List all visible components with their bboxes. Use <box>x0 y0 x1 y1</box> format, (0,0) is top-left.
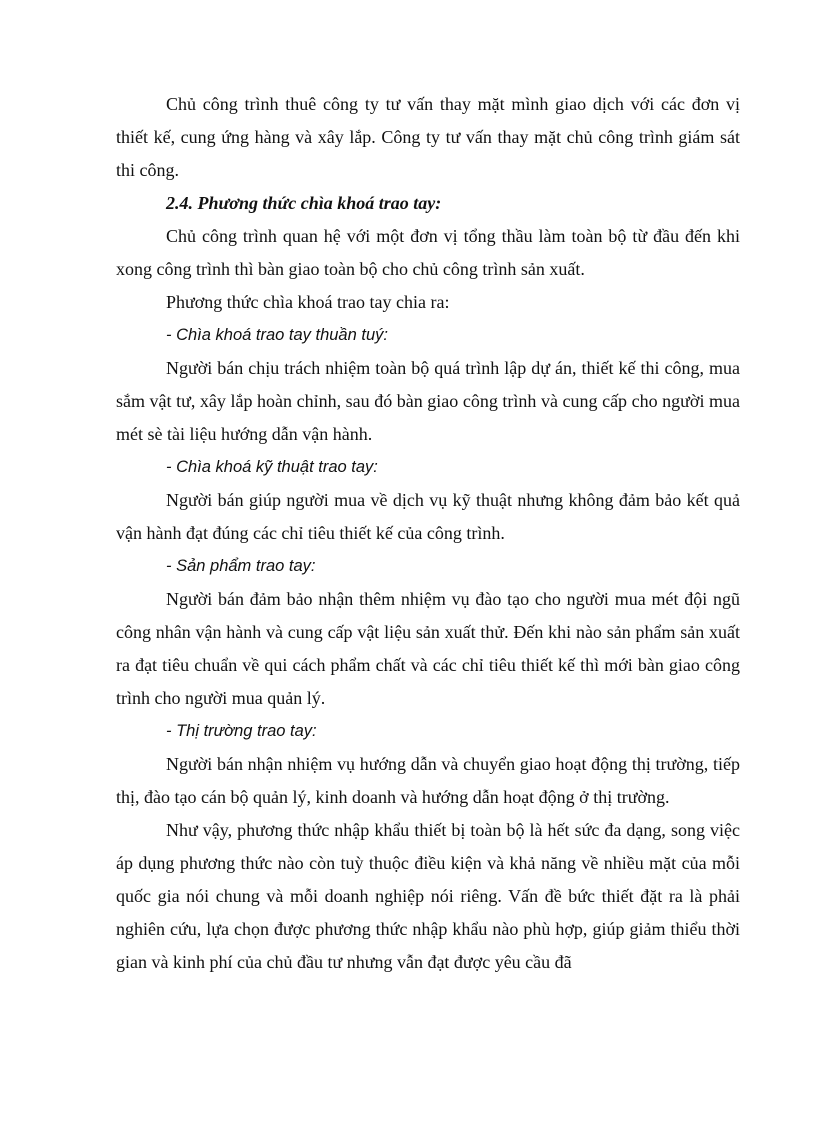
subheading-product-turnkey: - Sản phẩm trao tay: <box>166 557 316 575</box>
paragraph-technical-turnkey: Người bán giúp người mua về dịch vụ kỹ thuật nhưng không đảm bảo kết quả vận hành đạt đúng các chỉ tiêu thiết kế của công trình. <box>116 490 740 543</box>
paragraph-pure-turnkey: Người bán chịu trách nhiệm toàn bộ quá trình lập dự án, thiết kế thi công, mua sắm vật tư, xây lắp hoàn chỉnh, sau đó bàn giao công trình và cung cấp cho người mua mét sè tài liệu hướng dẫn vận hành. <box>116 358 740 444</box>
paragraph-market-turnkey: Người bán nhận nhiệm vụ hướng dẫn và chuyển giao hoạt động thị trường, tiếp thị, đào tạo cán bộ quản lý, kinh doanh và hướng dẫn hoạt động ở thị trường. <box>116 754 740 807</box>
paragraph-turnkey-intro: Chủ công trình quan hệ với một đơn vị tổng thầu làm toàn bộ từ đầu đến khi xong công trình thì bàn giao toàn bộ cho chủ công trình sản xuất. <box>116 226 740 279</box>
paragraph-conclusion: Như vậy, phương thức nhập khẩu thiết bị toàn bộ là hết sức đa dạng, song việc áp dụng phương thức nào còn tuỳ thuộc điều kiện và khả năng về nhiều mặt của mỗi quốc gia nói chung và mỗi doanh nghiệp nói riêng. Vấn đề bức thiết đặt ra là phải nghiên cứu, lựa chọn được phương thức nhập khẩu nào phù hợp, giúp giảm thiểu thời gian và kinh phí của chủ đầu tư nhưng vẫn đạt được yêu cầu đã <box>116 820 740 972</box>
section-heading-2-4: 2.4. Phương thức chìa khoá trao tay: <box>166 193 442 213</box>
subheading-market-turnkey: - Thị trường trao tay: <box>166 722 317 740</box>
paragraph-consultant: Chủ công trình thuê công ty tư vấn thay mặt mình giao dịch với các đơn vị thiết kế, cung ứng hàng và xây lắp. Công ty tư vấn thay mặt chủ công trình giám sát thi công. <box>116 94 740 180</box>
paragraph-product-turnkey: Người bán đảm bảo nhận thêm nhiệm vụ đào tạo cho người mua mét đội ngũ công nhân vận hành và cung cấp vật liệu sản xuất thử. Đến khi nào sản phẩm sản xuất ra đạt tiêu chuẩn về qui cách phẩm chất và các chỉ tiêu thiết kế thì mới bàn giao công trình cho người mua quản lý. <box>116 589 740 708</box>
document-page <box>116 88 740 979</box>
paragraph-turnkey-types: Phương thức chìa khoá trao tay chia ra: <box>166 292 450 312</box>
subheading-pure-turnkey: - Chìa khoá trao tay thuần tuý: <box>166 326 388 344</box>
subheading-technical-turnkey: - Chìa khoá kỹ thuật trao tay: <box>166 458 378 476</box>
